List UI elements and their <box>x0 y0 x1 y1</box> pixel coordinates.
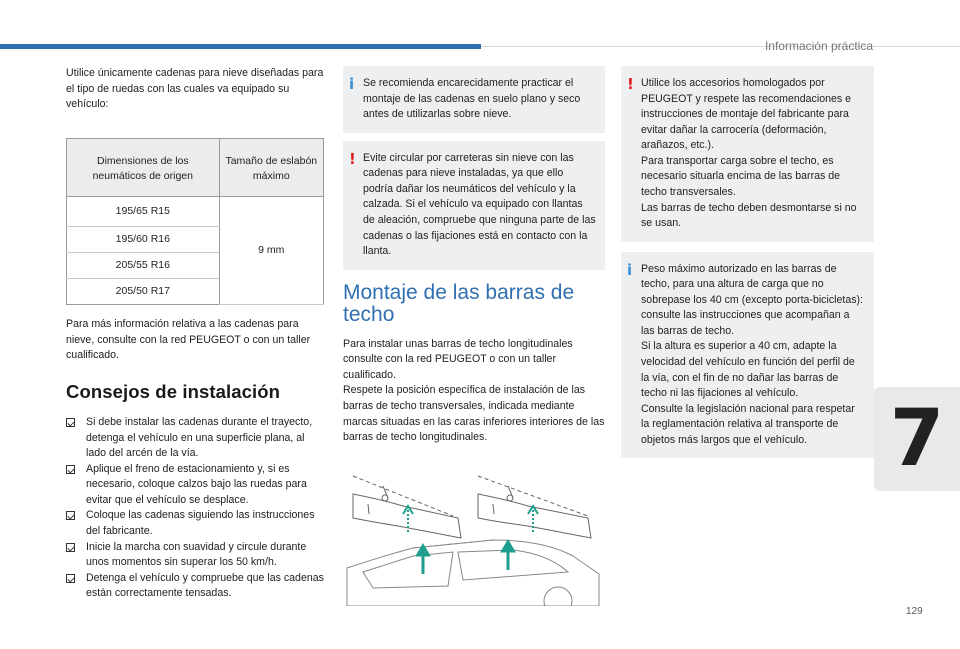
top-rule <box>481 46 960 47</box>
info-icon: i <box>627 260 633 279</box>
mounting-marker-left <box>403 506 413 534</box>
more-info-text: Para más información relativa a las cadenas para nieve, consulte con la red PEUGEOT o con un taller cualificado. <box>66 318 311 362</box>
chapter-number: 7 <box>889 394 945 484</box>
checkbox-bullet-icon <box>66 418 75 427</box>
info-note-text: Se recomienda encarecidamente practicar el montaje de las cadenas en suelo plano y seco antes de utilizarlas sobre nieve. <box>363 77 581 121</box>
list-item-text: Si debe instalar las cadenas durante el trayecto, detenga el vehículo en una superficie plana, al lado del arcén de la vía. <box>86 416 313 460</box>
info-icon: i <box>349 75 355 93</box>
installation-steps <box>66 415 326 602</box>
info-text-3: Consulte la legislación nacional para respetar la reglamentación relativa al transporte de objetos más largos que el vehículo. <box>641 402 855 446</box>
roof-bar-position-arrows <box>416 540 515 574</box>
list-item-text: Coloque las cadenas siguiendo las instrucciones del fabricante. <box>86 509 315 537</box>
warning-note <box>343 141 605 270</box>
info-text-2: Si la altura es superior a 40 cm, adapte la velocidad del vehículo en función del perfil de la vía, con el fin de no dañar las barras de techo ni las fijaciones al vehículo. <box>641 340 855 400</box>
installation-tips-heading: Consejos de instalación <box>66 380 281 402</box>
section-title: Información práctica <box>764 39 873 53</box>
list-item-text: Detenga el vehículo y compruebe que las cadenas están correctamente tensadas. <box>86 571 324 600</box>
warning-text-2: Para transportar carga sobre el techo, es necesario situarla encima de las barras de techo transversales. <box>641 154 841 198</box>
tyre-size: 195/60 R16 <box>67 227 220 253</box>
table-header-link: Tamaño de eslabón máximo <box>219 138 323 197</box>
snow-chain-table <box>66 138 324 306</box>
tyre-size: 205/50 R17 <box>67 279 220 305</box>
top-accent-bar <box>0 44 481 49</box>
list-item-text: Inicie la marcha con suavidad y circule durante unos momentos sin superar los 50 km/h. <box>86 540 307 569</box>
warning-text-1: Utilice los accesorios homologados por PEUGEOT y respete las recomendaciones e instrucciones de montaje del fabricante para evitar dañar la carrocería (deformación, arañazos, etc.). <box>641 77 852 152</box>
list-item <box>66 508 326 539</box>
max-link-size: 9 mm <box>219 197 323 305</box>
list-item <box>66 571 326 602</box>
chapter-tab <box>874 387 960 491</box>
table-row <box>67 197 324 227</box>
checkbox-bullet-icon <box>66 511 75 520</box>
roof-bars-body-1: Para instalar unas barras de techo longitudinales consulte con la red PEUGEOT o con un taller cualificado. <box>343 337 573 381</box>
checkbox-bullet-icon <box>66 543 75 552</box>
tyre-size: 205/55 R16 <box>67 253 220 279</box>
warning-icon: ! <box>349 149 356 168</box>
max-load-info <box>621 252 874 459</box>
column-2 <box>343 66 605 611</box>
list-item <box>66 540 326 571</box>
table-header-tyre: Dimensiones de los neumáticos de origen <box>67 138 220 197</box>
checkbox-bullet-icon <box>66 465 75 474</box>
list-item-text: Aplique el freno de estacionamiento y, si es necesario, coloque calzos bajo las ruedas para evitar que el vehículo se desplace. <box>86 462 307 506</box>
info-note <box>343 66 605 133</box>
info-text-1: Peso máximo autorizado en las barras de techo, para una altura de carga que no sobrepase los 40 cm (excepto porta-bicicletas): consulte las instrucciones que acompañan a las barras de techo. <box>641 262 863 337</box>
roof-bars-body-2: Respete la posición específica de instalación de las barras de techo transversales, indicada mediante marcas situadas en las caras inferiores interiores de las barras de techo longitudinales. <box>343 384 605 444</box>
accessories-warning <box>621 66 874 242</box>
column-1 <box>66 66 326 602</box>
checkbox-bullet-icon <box>66 574 75 583</box>
warning-icon: ! <box>627 75 634 93</box>
warning-note-text: Evite circular por carreteras sin nieve con las cadenas para nieve instaladas, ya que ello podría dañar los neumáticos del vehículo y la calzada. Si el vehículo va equipado con llantas de aleación, compruebe que ninguna parte de las cadenas o las fijaciones está en contacto con la llanta. <box>363 151 596 258</box>
roof-bars-heading: Montaje de las barras de techo <box>343 280 575 326</box>
warning-text-3: Las barras de techo deben desmontarse si no se usan. <box>641 201 857 230</box>
roof-bars-illustration <box>343 456 603 606</box>
column-3 <box>621 66 874 466</box>
list-item <box>66 462 326 509</box>
page-number: 129 <box>906 606 923 617</box>
tyre-size: 195/65 R15 <box>67 197 220 227</box>
list-item <box>66 415 326 462</box>
car-side-view <box>347 540 599 606</box>
intro-text: Utilice únicamente cadenas para nieve diseñadas para el tipo de ruedas con las cuales va equipado su vehículo: <box>66 67 324 111</box>
mounting-marker-right <box>528 506 538 534</box>
